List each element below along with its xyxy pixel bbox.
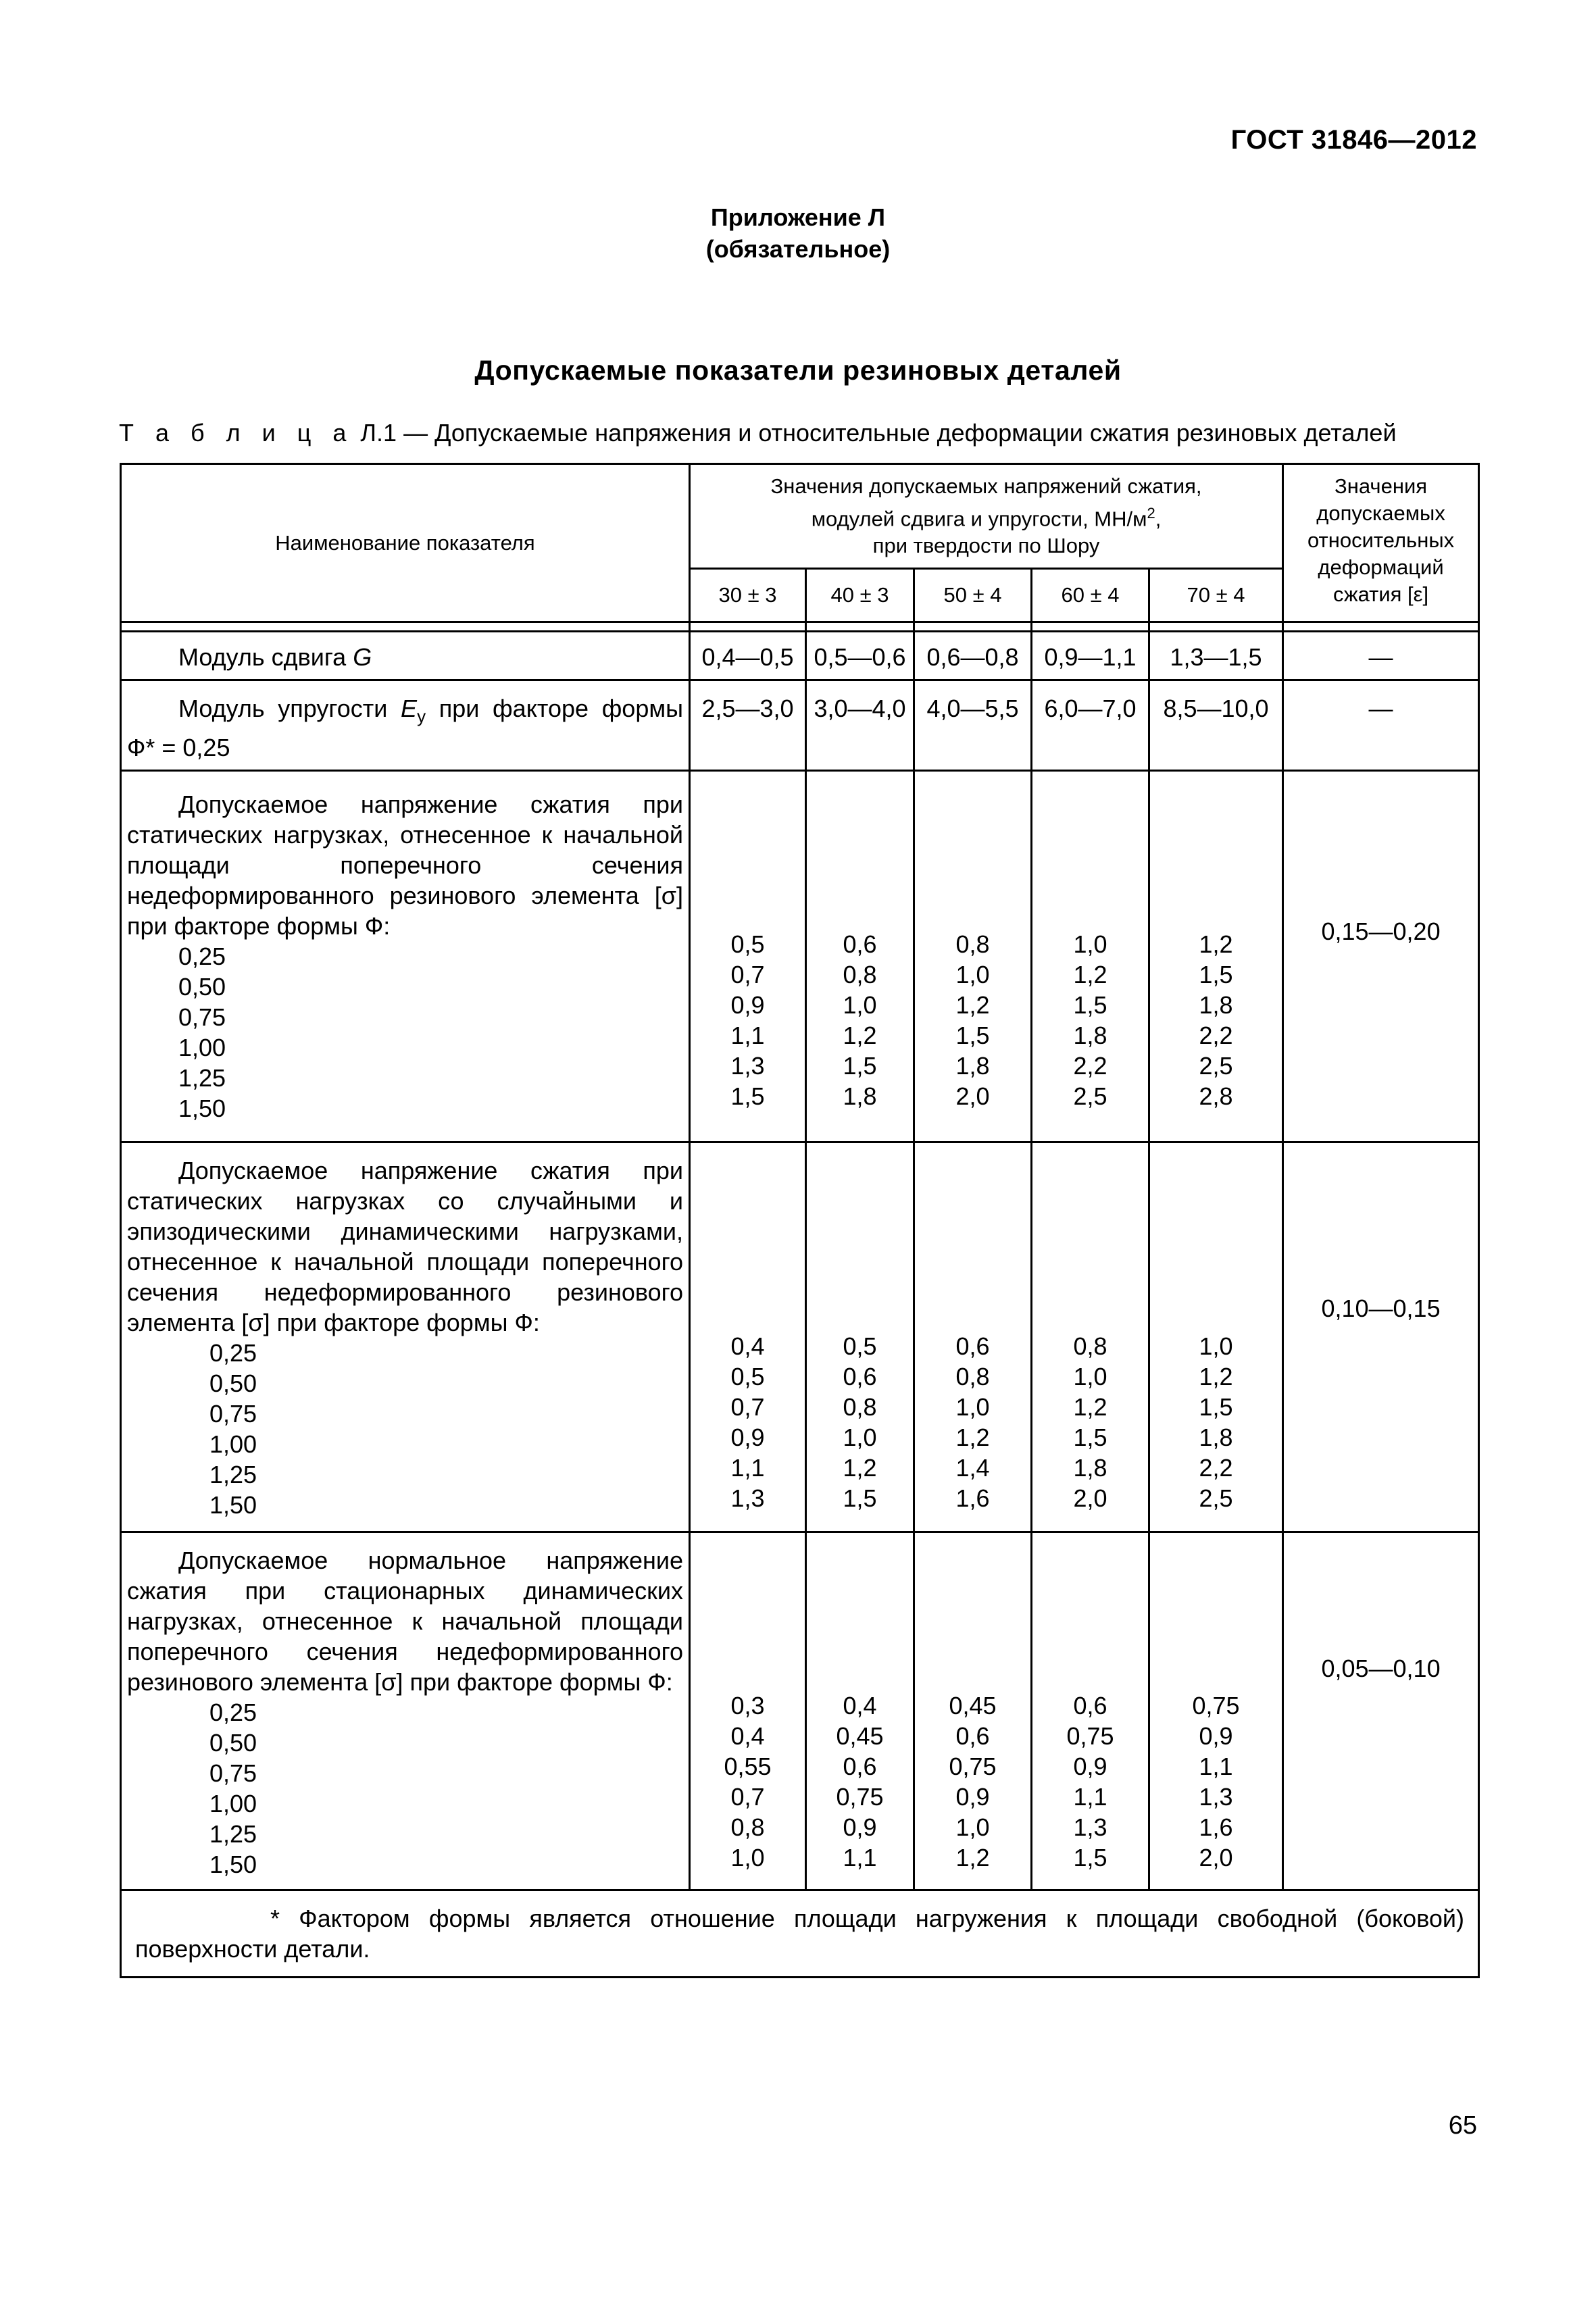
- cell-value: 0,7: [730, 960, 765, 988]
- table-cell: [690, 770, 806, 1142]
- form-factor: 0,50: [209, 1728, 257, 1757]
- form-factor: 0,50: [178, 972, 226, 1001]
- table-cell: 8,5—10,0: [1149, 680, 1283, 770]
- cell-value: 1,5: [1199, 1392, 1233, 1421]
- page-number: 65: [1448, 2111, 1477, 2140]
- cell-value: 0,8: [955, 1362, 990, 1390]
- cell-value: 1,2: [955, 990, 990, 1019]
- cell-value: 1,2: [955, 1423, 990, 1451]
- appendix-title: Приложение Л: [710, 203, 886, 231]
- cell-value: 1,2: [1073, 960, 1107, 988]
- cell-value: 1,1: [1073, 1782, 1107, 1811]
- table-row-shear-modulus: [121, 632, 1479, 680]
- header-gap: [121, 622, 1479, 632]
- cell-value: 1,0: [1199, 1332, 1233, 1360]
- values-header-comma: ,: [1155, 507, 1162, 531]
- table-cell: [914, 770, 1032, 1142]
- cell-spacer: [1284, 1149, 1478, 1293]
- table-cell: —: [1283, 632, 1479, 680]
- cell-value: 1,5: [1073, 1843, 1107, 1871]
- form-factor: 1,00: [178, 1033, 226, 1061]
- cell-value: 0,7: [730, 1392, 765, 1421]
- cell-value: 1,1: [730, 1021, 765, 1049]
- cell-value: 1,5: [843, 1484, 877, 1512]
- cell-value: 2,0: [1199, 1843, 1233, 1871]
- cell-value: 0,6: [843, 930, 877, 958]
- cell-spacer: [807, 1538, 913, 1690]
- standard-number: ГОСТ 31846—2012: [1230, 125, 1477, 155]
- cell-value: 0,5: [843, 1332, 877, 1360]
- cell-value: 1,1: [730, 1453, 765, 1482]
- table-footnote-row: [121, 1890, 1479, 1977]
- cell-spacer: [915, 777, 1030, 929]
- cell-value: 0,4: [843, 1691, 877, 1719]
- cell-value: 1,0: [955, 1813, 990, 1841]
- cell-spacer: [1150, 1538, 1282, 1690]
- table-header-row: [121, 464, 1479, 569]
- cell-spacer: [1284, 1538, 1478, 1653]
- form-factor: 1,25: [209, 1819, 257, 1848]
- cell-value: 1,0: [955, 1392, 990, 1421]
- strain-header-line: допускаемых: [1316, 501, 1445, 525]
- table-cell: 2,5—3,0: [690, 680, 806, 770]
- form-factor: 0,75: [178, 1003, 226, 1031]
- table-cell: 0,9—1,1: [1032, 632, 1149, 680]
- cell-value: 2,2: [1199, 1453, 1233, 1482]
- values-header-line: при твердости по Шору: [872, 534, 1100, 558]
- cell-value: 0,9: [955, 1782, 990, 1811]
- cell-value: 1,2: [1199, 1362, 1233, 1390]
- cell-value: 0,55: [724, 1752, 772, 1780]
- form-factor: 1,25: [209, 1460, 257, 1488]
- table-cell: [806, 1532, 914, 1890]
- table-cell: [914, 1532, 1032, 1890]
- table-cell: 0,5—0,6: [806, 632, 914, 680]
- table-cell: [690, 1142, 806, 1532]
- cell-value: 2,5: [1199, 1051, 1233, 1080]
- form-factor-list: [127, 1697, 683, 1880]
- values-header-sup: 2: [1147, 505, 1155, 522]
- form-factor: 1,00: [209, 1430, 257, 1458]
- cell-value: 0,3: [730, 1691, 765, 1719]
- cell-spacer: [691, 1149, 805, 1331]
- table-cell: [1283, 770, 1479, 1142]
- appendix-status: (обязательное): [705, 235, 891, 263]
- table-cell: 6,0—7,0: [1032, 680, 1149, 770]
- cell-value: 1,3: [730, 1484, 765, 1512]
- table-cell: 1,3—1,5: [1149, 632, 1283, 680]
- elastic-symbol: E: [401, 695, 418, 723]
- row-name-text: Модуль сдвига: [178, 643, 353, 672]
- cell-value: 1,3: [1199, 1782, 1233, 1811]
- cell-value: 1,5: [843, 1051, 877, 1080]
- cell-value: 1,0: [1073, 930, 1107, 958]
- strain-header-line: деформаций: [1318, 555, 1444, 579]
- row-name: [121, 680, 690, 770]
- section-title: Допускаемые показатели резиновых деталей: [474, 355, 1122, 386]
- cell-value: 2,0: [955, 1082, 990, 1110]
- cell-value: 1,8: [1073, 1021, 1107, 1049]
- stress-table: [120, 463, 1480, 1978]
- row-description: Допускаемое напряжение сжатия при статических нагрузках со случайными и эпизодическими динамическими нагрузками, отнесенное к начальной площади поперечного сечения недеформированного резинового элемента [σ] при факторе формы Ф:: [127, 1156, 683, 1336]
- table-cell: [1149, 1142, 1283, 1532]
- table-caption-text: Л.1 — Допускаемые напряжения и относительные деформации сжатия резиновых деталей: [360, 419, 1397, 447]
- table-cell: [1283, 1532, 1479, 1890]
- cell-value: 0,75: [1066, 1721, 1114, 1750]
- table-cell: 0,6—0,8: [914, 632, 1032, 680]
- form-factor: 1,50: [209, 1490, 257, 1519]
- form-factor-list: [127, 1338, 683, 1520]
- row-name: [121, 1142, 690, 1532]
- cell-value: 1,3: [1073, 1813, 1107, 1841]
- elastic-subscript: у: [417, 706, 426, 727]
- table-cell: 4,0—5,5: [914, 680, 1032, 770]
- values-header-units: модулей сдвига и упругости, МН/м: [811, 507, 1147, 531]
- cell-value: 0,45: [836, 1721, 884, 1750]
- table-row-dynamic-stress: [121, 1532, 1479, 1890]
- table-cell: [914, 1142, 1032, 1532]
- cell-value: 0,6: [1073, 1691, 1107, 1719]
- table-cell: —: [1283, 680, 1479, 770]
- cell-value: 0,7: [730, 1782, 765, 1811]
- shear-symbol: G: [353, 643, 372, 672]
- row-name-text: Ф* = 0,25: [127, 733, 230, 761]
- cell-value: 0,8: [730, 1813, 765, 1841]
- cell-value: 0,6: [843, 1752, 877, 1780]
- form-factor: 0,75: [209, 1399, 257, 1428]
- form-factor-list: [127, 941, 683, 1124]
- cell-value: 1,0: [730, 1843, 765, 1871]
- cell-value: 1,5: [1073, 990, 1107, 1019]
- cell-value: 0,9: [843, 1813, 877, 1841]
- table-row-elastic-modulus: [121, 680, 1479, 770]
- form-factor: 1,50: [209, 1850, 257, 1878]
- table-cell: [806, 1142, 914, 1532]
- table-cell: [1032, 1532, 1149, 1890]
- strain-header-line: Значения: [1335, 474, 1428, 498]
- row-name-text: Модуль упругости: [178, 695, 401, 723]
- cell-value: 0,8: [955, 930, 990, 958]
- row-name: [121, 632, 690, 680]
- cell-value: 0,75: [1192, 1691, 1240, 1719]
- table-cell: [1149, 1532, 1283, 1890]
- cell-value: 0,8: [843, 1392, 877, 1421]
- table-cell: [1149, 770, 1283, 1142]
- cell-spacer: [1032, 777, 1148, 929]
- cell-value: 0,9: [1073, 1752, 1107, 1780]
- strain-header-line: относительных: [1307, 528, 1455, 552]
- cell-value: 0,8: [843, 960, 877, 988]
- strain-value: 0,15—0,20: [1321, 917, 1441, 945]
- cell-value: 1,8: [1199, 1423, 1233, 1451]
- cell-value: 1,3: [730, 1051, 765, 1080]
- row-name: [121, 770, 690, 1142]
- cell-value: 1,2: [1199, 930, 1233, 958]
- cell-spacer: [915, 1538, 1030, 1690]
- cell-value: 1,2: [843, 1021, 877, 1049]
- cell-value: 1,2: [955, 1843, 990, 1871]
- cell-value: 0,6: [843, 1362, 877, 1390]
- cell-value: 2,8: [1199, 1082, 1233, 1110]
- row-name: [121, 1532, 690, 1890]
- cell-value: 0,9: [730, 1423, 765, 1451]
- cell-value: 0,4: [730, 1332, 765, 1360]
- cell-value: 1,0: [843, 990, 877, 1019]
- cell-value: 1,6: [955, 1484, 990, 1512]
- cell-value: 0,6: [955, 1332, 990, 1360]
- cell-value: 1,8: [1073, 1453, 1107, 1482]
- hardness-header: 50 ± 4: [914, 569, 1032, 622]
- appendix-heading: [0, 201, 1596, 265]
- column-header-name: Наименование показателя: [121, 464, 690, 622]
- cell-value: 0,75: [836, 1782, 884, 1811]
- table-caption: [119, 419, 1397, 447]
- cell-spacer: [1032, 1149, 1148, 1331]
- form-factor: 0,25: [178, 942, 226, 970]
- cell-value: 1,0: [955, 960, 990, 988]
- form-factor: 0,75: [209, 1759, 257, 1787]
- hardness-header: 40 ± 3: [806, 569, 914, 622]
- cell-value: 0,8: [1073, 1332, 1107, 1360]
- table-row-static-stress: [121, 770, 1479, 1142]
- cell-value: 1,8: [955, 1051, 990, 1080]
- cell-value: 0,5: [730, 1362, 765, 1390]
- column-header-values: [690, 464, 1283, 569]
- strain-value: 0,10—0,15: [1321, 1294, 1441, 1322]
- row-description: Допускаемое напряжение сжатия при статических нагрузках, отнесенное к начальной площади поперечного сечения недеформированного резинового элемента [σ] при факторе формы Ф:: [127, 790, 683, 940]
- cell-spacer: [691, 1538, 805, 1690]
- cell-value: 0,45: [949, 1691, 997, 1719]
- values-header-line: Значения допускаемых напряжений сжатия,: [770, 474, 1202, 498]
- column-header-strain: [1283, 464, 1479, 622]
- cell-value: 1,5: [955, 1021, 990, 1049]
- cell-spacer: [807, 1149, 913, 1331]
- cell-value: 2,5: [1199, 1484, 1233, 1512]
- cell-value: 2,0: [1073, 1484, 1107, 1512]
- cell-spacer: [1284, 777, 1478, 916]
- footnote-text: * Фактором формы является отношение площади нагружения к площади свободной (боковой) поверхности детали.: [135, 1904, 1465, 1963]
- table-cell: 3,0—4,0: [806, 680, 914, 770]
- hardness-header: 60 ± 4: [1032, 569, 1149, 622]
- cell-value: 0,4: [730, 1721, 765, 1750]
- cell-value: 1,4: [955, 1453, 990, 1482]
- cell-value: 1,2: [1073, 1392, 1107, 1421]
- cell-spacer: [1032, 1538, 1148, 1690]
- cell-value: 1,1: [843, 1843, 877, 1871]
- cell-spacer: [1150, 777, 1282, 929]
- cell-value: 1,0: [843, 1423, 877, 1451]
- table-cell: [1032, 1142, 1149, 1532]
- cell-spacer: [915, 1149, 1030, 1331]
- table-cell: 0,4—0,5: [690, 632, 806, 680]
- strain-value: 0,05—0,10: [1321, 1654, 1441, 1682]
- form-factor: 0,50: [209, 1369, 257, 1397]
- row-description: Допускаемое нормальное напряжение сжатия при стационарных динамических нагрузках, отнесенное к начальной площади поперечного сечения недеформированного резинового элемента [σ] при факторе формы Ф:: [127, 1546, 683, 1696]
- cell-value: 2,2: [1073, 1051, 1107, 1080]
- hardness-header: 70 ± 4: [1149, 569, 1283, 622]
- cell-value: 2,5: [1073, 1082, 1107, 1110]
- cell-spacer: [807, 777, 913, 929]
- table-cell: [1283, 1142, 1479, 1532]
- cell-value: 1,5: [1073, 1423, 1107, 1451]
- table-cell: [690, 1532, 806, 1890]
- form-factor: 0,25: [209, 1338, 257, 1367]
- values-header-line: [691, 500, 1282, 532]
- form-factor: 1,50: [178, 1094, 226, 1122]
- cell-value: 1,2: [843, 1453, 877, 1482]
- cell-spacer: [691, 777, 805, 929]
- form-factor: 0,25: [209, 1698, 257, 1726]
- cell-value: 1,5: [1199, 960, 1233, 988]
- strain-header-line: сжатия [ε]: [1332, 582, 1429, 606]
- table-cell: [1032, 770, 1149, 1142]
- cell-spacer: [1150, 1149, 1282, 1331]
- cell-value: 0,9: [1199, 1721, 1233, 1750]
- cell-value: 0,9: [730, 990, 765, 1019]
- form-factor: 1,00: [209, 1789, 257, 1817]
- cell-value: 0,5: [730, 930, 765, 958]
- cell-value: 1,8: [1199, 990, 1233, 1019]
- cell-value: 1,6: [1199, 1813, 1233, 1841]
- cell-value: 1,8: [843, 1082, 877, 1110]
- cell-value: 0,75: [949, 1752, 997, 1780]
- form-factor: 1,25: [178, 1063, 226, 1092]
- cell-value: 1,0: [1073, 1362, 1107, 1390]
- cell-value: 2,2: [1199, 1021, 1233, 1049]
- table-row-episodic-stress: [121, 1142, 1479, 1532]
- cell-value: 0,6: [955, 1721, 990, 1750]
- table-caption-label: Т а б л и ц а: [119, 419, 354, 447]
- table-cell: [806, 770, 914, 1142]
- cell-value: 1,5: [730, 1082, 765, 1110]
- cell-value: 1,1: [1199, 1752, 1233, 1780]
- row-name-text: при факторе формы: [426, 695, 683, 723]
- hardness-header: 30 ± 3: [690, 569, 806, 622]
- table-footnote: [121, 1890, 1479, 1977]
